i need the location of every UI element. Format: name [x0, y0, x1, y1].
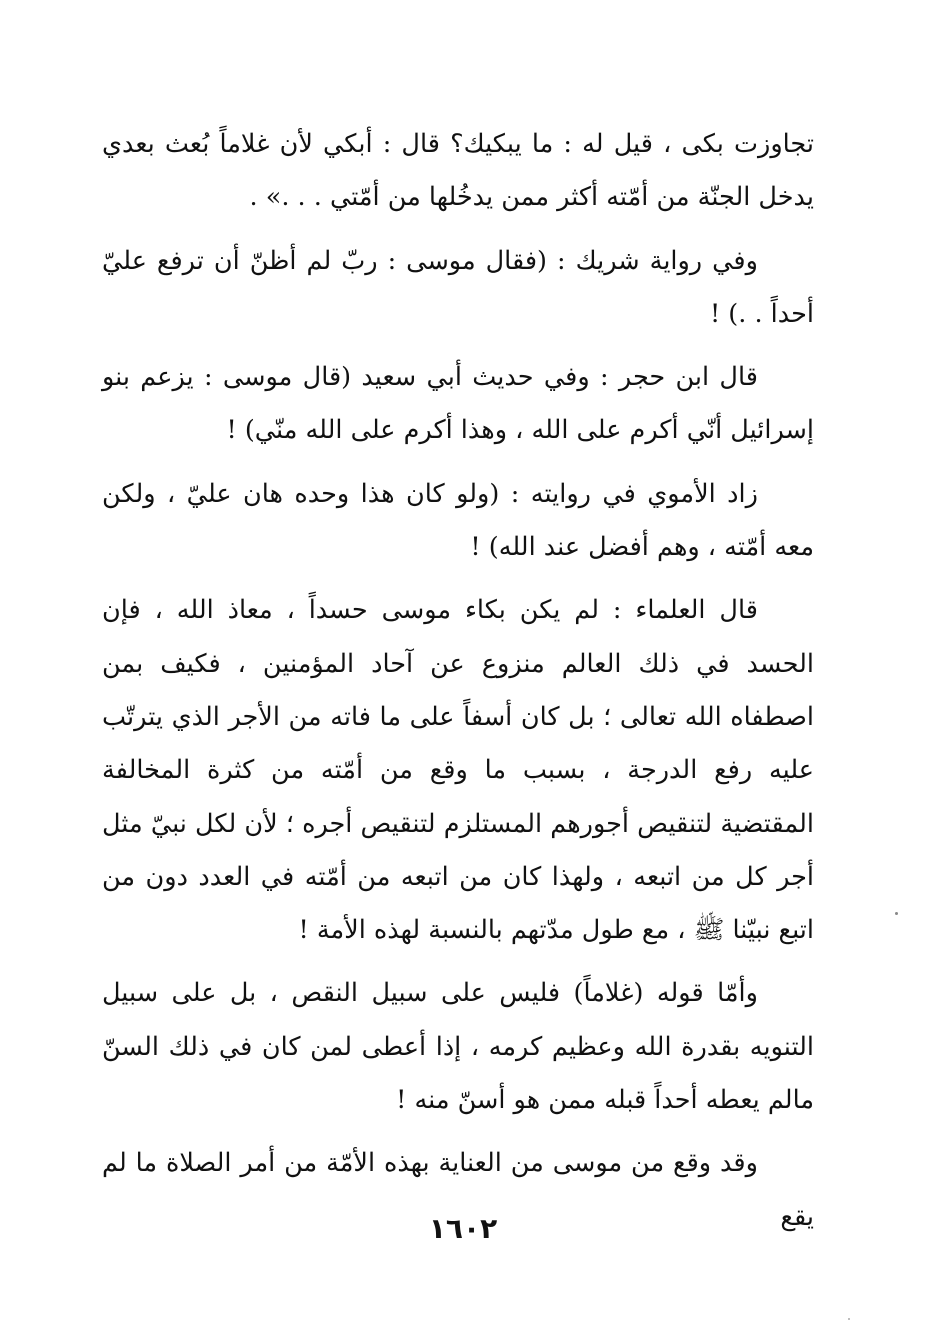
paragraph-4: زاد الأموي في روايته : (ولو كان هذا وحده هان عليّ ، ولكن معه أمّته ، وهم أفضل عند الله) !: [102, 478, 814, 563]
paragraph-2: وفي رواية شريك : (فقال موسى : ربّ لم أظنّ أن ترفع عليّ أحداً . .) !: [102, 245, 814, 329]
paragraph-5: قال العلماء : لم يكن بكاء موسى حسداً ، معاذ الله ، فإن الحسد في ذلك العالم منزوع عن آحاد المؤمنين ، فكيف بمن اصطفاه الله تعالى ؛ بل كان أسفاً على ما فاته من الأجر الذي يترتّب عليه رفع الدرجة ، بسبب ما وقع من أمّته من كثرة المخالفة المقتضية لتنقيص أجورهم المستلزم لتنقيص أجره ؛ لأن لكل نبيّ مثل أجر كل من اتبعه ، ولهذا كان من اتبعه من أمّته في العدد دون من اتبع نبيّنا ﷺ ، مع طول مدّتهم بالنسبة لهذه الأمة !: [102, 595, 814, 946]
margin-dot: [895, 912, 898, 915]
scan-speck: [848, 1318, 850, 1320]
body-text: [102, 118, 814, 1254]
paragraph-6: وأمّا قوله (غلاماً) فليس على سبيل النقص ، بل على سبيل التنويه بقدرة الله وعظيم كرمه ، إذا أعطى لمن كان في ذلك السنّ مالم يعطه أحداً قبله ممن هو أسنّ منه !: [102, 978, 814, 1116]
paragraph-3: قال ابن حجر : وفي حديث أبي سعيد (قال موسى : يزعم بنو إسرائيل أنّي أكرم على الله ، وهذا أكرم على الله منّي) !: [102, 362, 814, 446]
paragraph-7: وقد وقع من موسى من العناية بهذه الأمّة من أمر الصلاة ما لم يقع: [102, 1148, 814, 1232]
paragraph-1: تجاوزت بكى ، قيل له : ما يبكيك؟ قال : أبكي لأن غلاماً بُعث بعدي يدخل الجنّة من أمّته أكثر ممن يدخُلها من أمّتي . . .» .: [102, 129, 814, 213]
page-number: ١٦٠٢: [428, 1212, 498, 1245]
